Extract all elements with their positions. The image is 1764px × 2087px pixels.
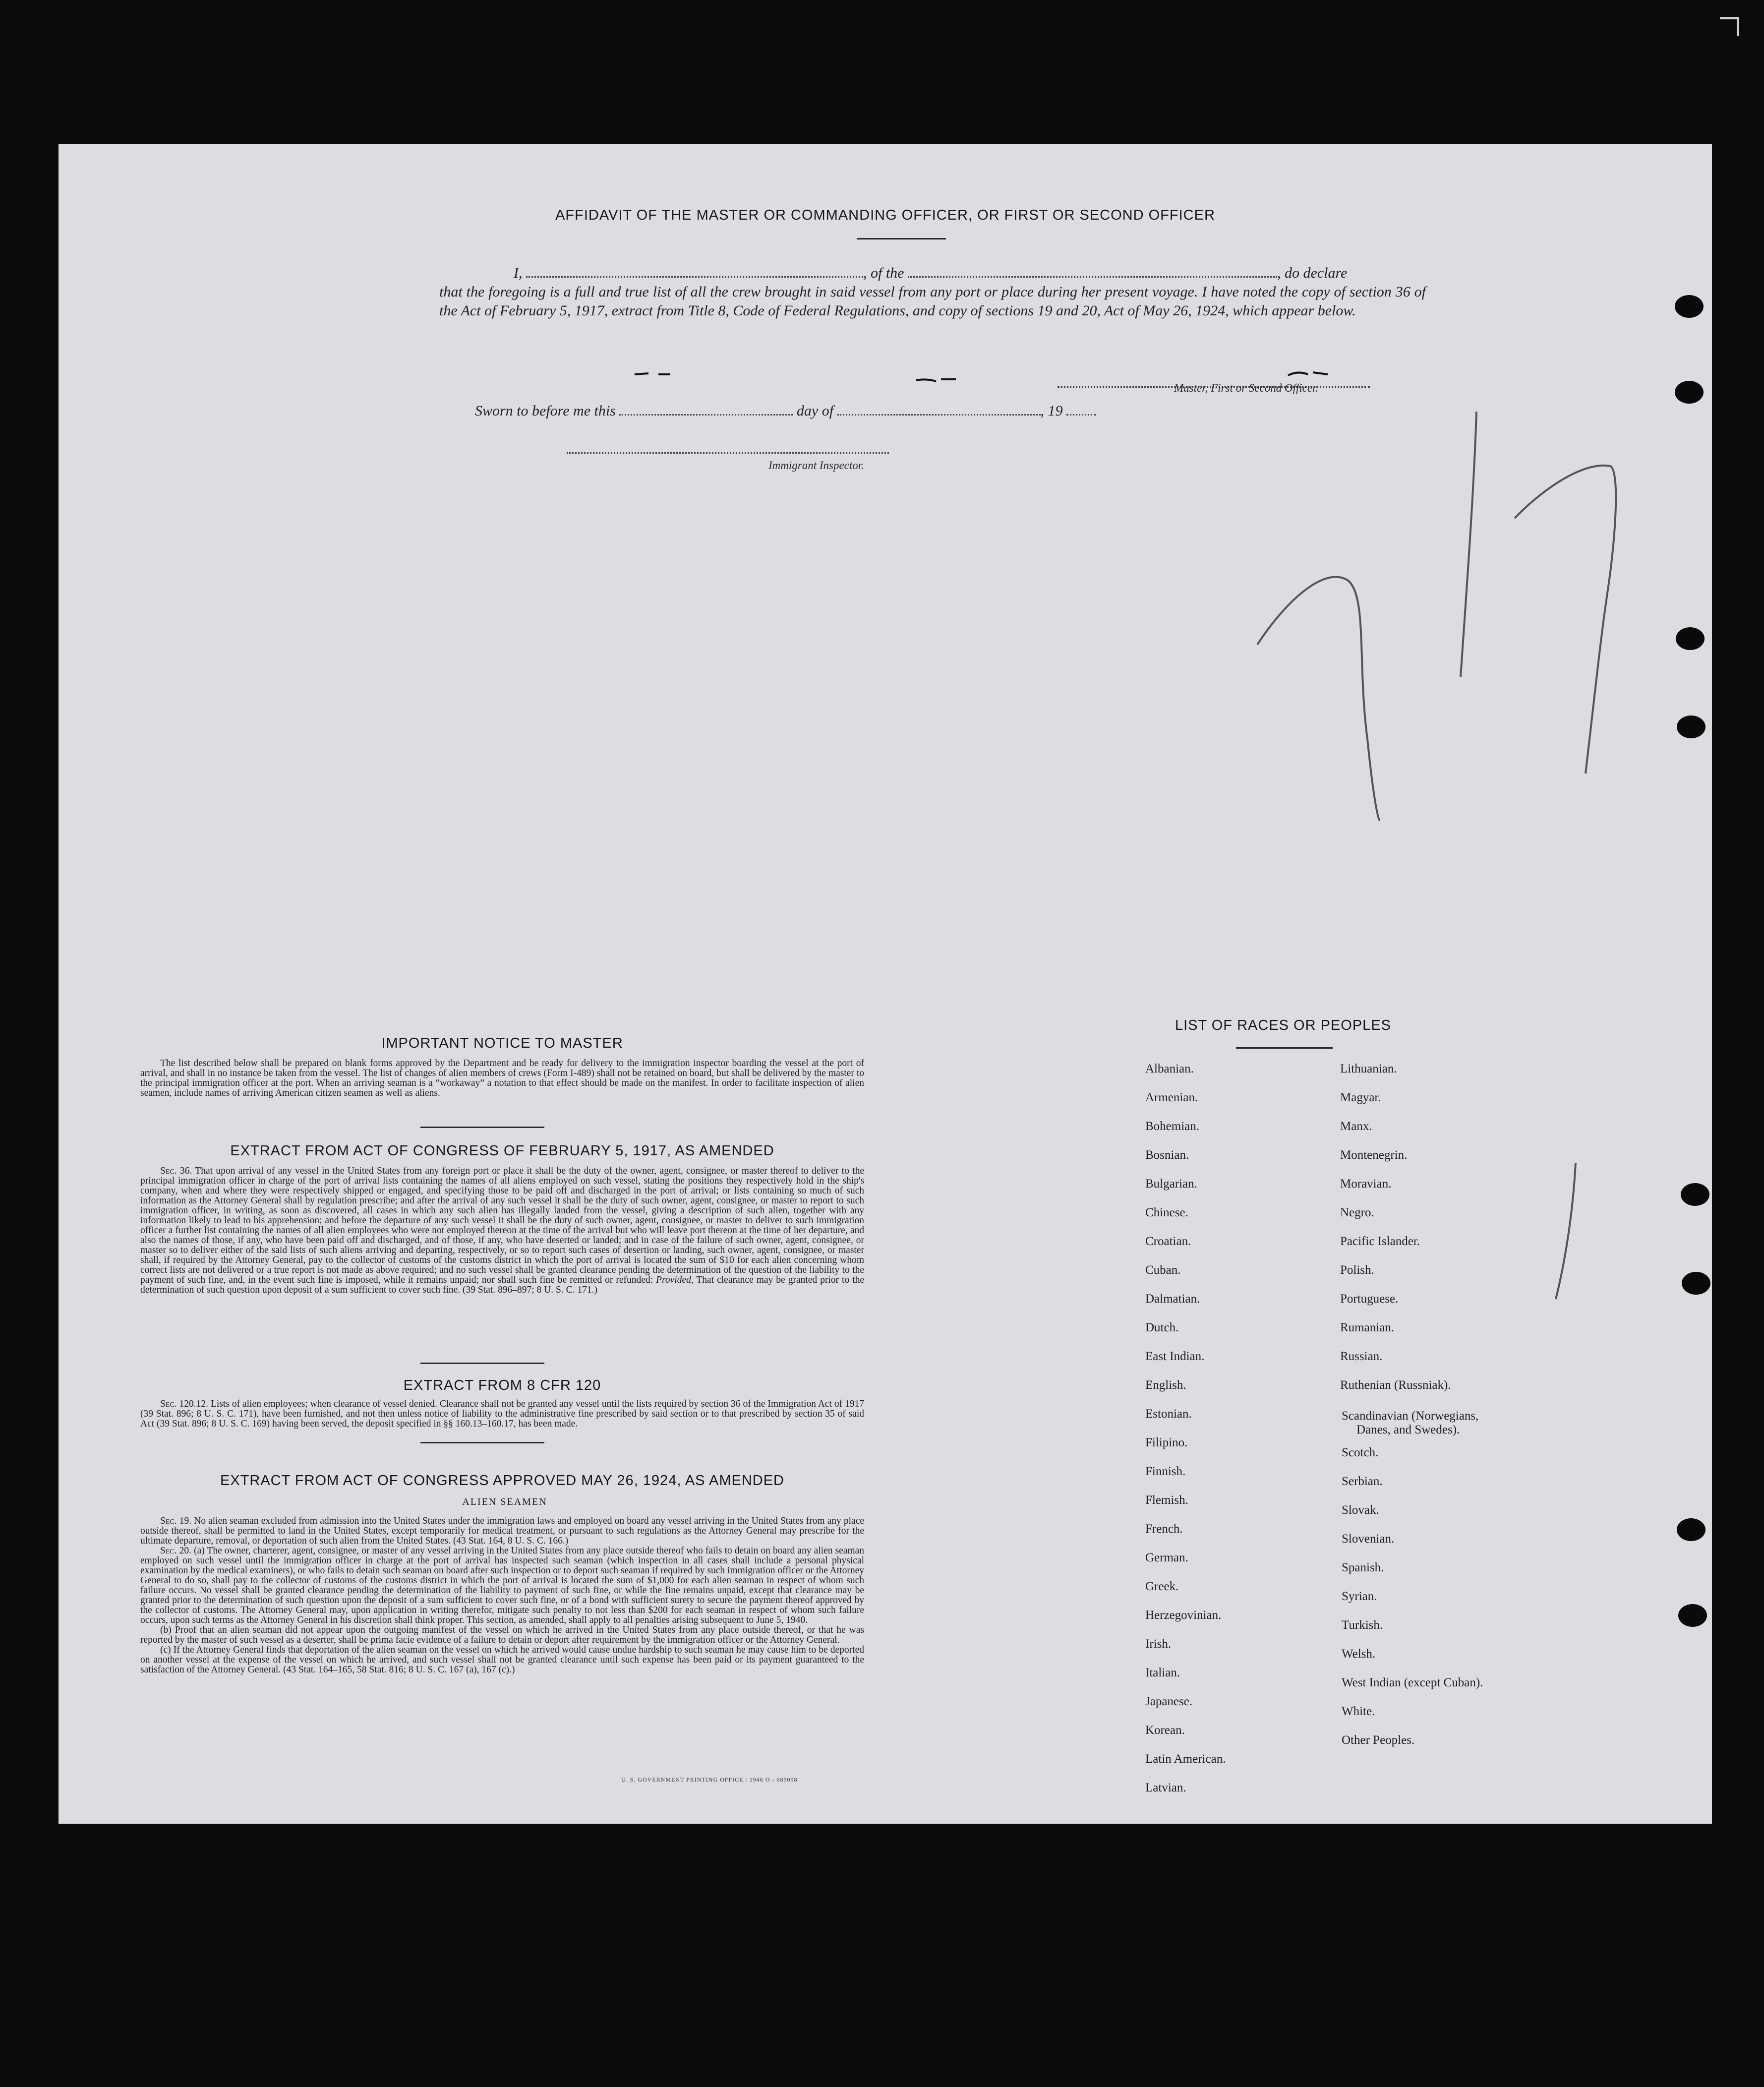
sworn-start: Sworn to before me this: [475, 403, 616, 419]
race-item: German.: [1145, 1551, 1188, 1564]
sec-20-label: Sec. 20.: [160, 1546, 192, 1556]
sec-36-body-end: That clearance may be granted prior to the determination of such question upon deposit of a sum sufficient to cover such fine. (39 Stat. 896–897; 8 U. S. C. 171.): [140, 1275, 865, 1295]
extract-cfr-title: EXTRACT FROM 8 CFR 120: [403, 1377, 601, 1393]
race-item: Croatian.: [1145, 1235, 1191, 1248]
race-item: Turkish.: [1342, 1618, 1383, 1632]
race-item: Herzegovinian.: [1145, 1609, 1222, 1622]
corner-crop-mark: [1720, 17, 1739, 36]
race-item: East Indian.: [1145, 1350, 1205, 1363]
sec-19-body: No alien seaman excluded from admission into the United States under the immigration laws and employed on board any vessel arriving in the United States from any place outside thereof, shall be permitted to land in the United States, except temporarily for medical treatment, or pursuant to such regulations as the Attorney General may prescribe for the ultimate departure, removal, or deportation of such alien from the United States. (43 Stat. 164, 8 U. S. C. 166.): [140, 1516, 864, 1546]
race-item: Cuban.: [1145, 1263, 1181, 1277]
master-caption: Master, First or Second Officer.: [1174, 382, 1319, 394]
punch-hole: [1678, 1604, 1707, 1627]
sec-20c-body: (c) If the Attorney General finds that deportation of the alien seaman on the vessel on which he arrived would cause undue hardship to such seaman he may cause him to be deported on another vessel at the expense of the vessel on which he arrived, and such vessel shall not be granted clearance until such expense has been paid or its payment guaranteed to the satisfaction of the Attorney General. (43 Stat. 164–165, 58 Stat. 816; 8 U. S. C. 167 (a), 167 (c).): [140, 1645, 864, 1675]
race-item: Montenegrin.: [1340, 1148, 1408, 1162]
race-item: Russian.: [1340, 1350, 1383, 1363]
notice-body: The list described below shall be prepared on blank forms approved by the Department and be ready for delivery to the immigration inspector boarding the vessel at the port of arrival, and shall in no instance be taken from the vessel. The list of changes of alien members of crews (Form I-489) shall not be retained on board, but shall be delivered by the master to the principal immigration officer at the port. When an arriving seaman is a “workaway” a notation to that effect should be made on the manifest. In order to facilitate inspection of alien seamen, include names of arriving American citizen seamen as well as aliens.: [140, 1058, 864, 1098]
race-item: Bohemian.: [1145, 1120, 1200, 1133]
race-item: Syrian.: [1342, 1590, 1377, 1603]
form-page: [59, 144, 1712, 1824]
punch-hole: [1675, 381, 1704, 404]
punch-hole: [1677, 1518, 1705, 1541]
sec-19-label: Sec. 19.: [160, 1516, 192, 1526]
race-item: Dalmatian.: [1145, 1292, 1200, 1306]
race-item: Spanish.: [1342, 1561, 1384, 1574]
race-item: Bosnian.: [1145, 1148, 1189, 1162]
race-item: Chinese.: [1145, 1206, 1188, 1219]
race-item: Filipino.: [1145, 1436, 1188, 1449]
race-item: Finnish.: [1145, 1465, 1186, 1478]
sec-36-body: That upon arrival of any vessel in the United States from any foreign port or place it shall be the duty of the owner, agent, consignee, or master thereof to deliver to the principal immigration officer in charge of the port of arrival lists containing the names of all aliens employed on such vessel, stating the positions they respectively hold in the ship's company, when and where they were respectively shipped or engaged, and specifying those to be paid off and discharged in the port of arrival; or lists containing so much of such information as the Attorney General shall by regulation prescribe; and after the arrival of any such vessel it shall be the duty of such owner, agent, consignee, or master to report to such immigration officer, in writing, as soon as discovered, all cases in which any such alien has illegally landed from the vessel, giving a description of such alien, together with any information likely to lead to his apprehension; and before the departure of any such vessel it shall be the duty of such owner, agent, consignee, or master to deliver to such immigration officer a further list containing the names of all alien employees who were not employed thereon at the time of the arrival but who will leave port thereon at the time of her departure, and also the names of those, if any, who have been paid off and discharged, and of those, if any, who have deserted or landed; and in case of the failure of such owner, agent, consignee, or master so to deliver either of the said lists of such aliens arriving and departing, respectively, or so to report such cases of desertion or landing, such owner, agent, consignee, or master shall, if required by the Attorney General, pay to the collector of customs of the customs district in which the port of arrival is located the sum of $10 for each alien concerning whom correct lists are not delivered or a true report is not made as above required; and no such vessel shall be granted clearance pending the determination of the question of the liability to the payment of such fine, and, in the event such fine is imposed, while it remains unpaid; nor shall such fine be remitted or refunded:: [140, 1166, 864, 1285]
sworn-day-label: day of: [796, 403, 834, 419]
race-item: Scotch.: [1342, 1446, 1379, 1459]
race-item: Moravian.: [1340, 1177, 1392, 1191]
affidavit-body: that the foregoing is a full and true list of all the crew brought in said vessel from any port or place during her present voyage. I have noted the copy of section 36 of the Act of February 5, 1917, extract from Title 8, Code of Federal Regulations, and copy of sections 19 and 20, Act of May 26, 1924, which appear below.: [439, 284, 1426, 319]
race-item: West Indian (except Cuban).: [1342, 1676, 1483, 1689]
divider: [420, 1442, 544, 1443]
sec-120-body: Lists of alien employees; when clearance of vessel denied. Clearance shall not be granted any vessel until the lists required by section 36 of the Immigration Act of 1917 (39 Stat. 896; 8 U. S. C. 171), have been furnished, and not then unless notice of liability to the administrative fine prescribed by said section or to that prescribed by section 35 of said Act (39 Stat. 896; 8 U. S. C. 169) having been served, the deposit specified in §§ 160.13–160.17, has been made.: [140, 1399, 864, 1429]
race-item: French.: [1145, 1522, 1183, 1536]
proviso-word: Provided,: [656, 1275, 694, 1285]
race-item: Other Peoples.: [1342, 1733, 1415, 1747]
race-item: Portuguese.: [1340, 1292, 1399, 1306]
extract-1917-block: [140, 1166, 864, 1295]
affidavit-line1-mid: , of the: [863, 265, 904, 281]
punch-hole: [1681, 1183, 1709, 1206]
race-item: Slovenian.: [1342, 1532, 1395, 1546]
extract-1924-title: EXTRACT FROM ACT OF CONGRESS APPROVED MAY 26, 1924, AS AMENDED: [220, 1473, 784, 1489]
race-item: Negro.: [1340, 1206, 1374, 1219]
sec-36-label: Sec. 36.: [160, 1166, 192, 1176]
race-item: Serbian.: [1342, 1475, 1383, 1488]
race-item: Danes, and Swedes).: [1356, 1423, 1460, 1436]
race-item: Ruthenian (Russniak).: [1340, 1378, 1451, 1392]
race-item: Greek.: [1145, 1580, 1179, 1593]
sworn-year-label: , 19: [1040, 403, 1063, 419]
inspector-caption: Immigrant Inspector.: [768, 459, 864, 472]
race-item: Albanian.: [1145, 1062, 1194, 1075]
race-item: Rumanian.: [1340, 1321, 1395, 1334]
affidavit-line1-start: I,: [514, 265, 523, 281]
divider: [420, 1363, 544, 1364]
race-item: Magyar.: [1340, 1091, 1381, 1104]
race-item: Scandinavian (Norwegians,: [1342, 1409, 1479, 1423]
race-item: White.: [1342, 1705, 1375, 1718]
races-title: LIST OF RACES OR PEOPLES: [1175, 1017, 1392, 1033]
alien-seamen-subtitle: ALIEN SEAMEN: [462, 1496, 547, 1507]
race-item: Italian.: [1145, 1666, 1180, 1679]
notice-body-block: [140, 1059, 864, 1098]
extract-1917-title: EXTRACT FROM ACT OF CONGRESS OF FEBRUARY 5, 1917, AS AMENDED: [230, 1143, 774, 1159]
race-item: Bulgarian.: [1145, 1177, 1197, 1191]
race-item: English.: [1145, 1378, 1186, 1392]
sec-120-label: Sec. 120.12.: [160, 1399, 209, 1409]
punch-hole: [1682, 1272, 1710, 1295]
race-item: Latin American.: [1145, 1752, 1226, 1766]
race-item: Korean.: [1145, 1724, 1185, 1737]
race-item: Flemish.: [1145, 1493, 1188, 1507]
race-item: Lithuanian.: [1340, 1062, 1397, 1075]
notice-title: IMPORTANT NOTICE TO MASTER: [381, 1035, 623, 1051]
sec-20a-body: (a) The owner, charterer, agent, consignee, or master of any vessel arriving in the United States from any place outside thereof who fails to detain on board any alien seaman employed on such vessel until the immigration officer in charge at the port of arrival has inspected such seaman (which inspection in all cases shall include a personal physical examination by the medical examiners), or who fails to detain such seaman on board after such inspection or to deport such seaman if required by such immigration officer or the Attorney General to do so, shall pay to the collector of customs of the customs district in which the port of arrival is located the sum of $1,000 for each alien seaman in respect of whom such failure occurs. No vessel shall be granted clearance pending the determination of the liability to payment of such fine, or while the fine remains unpaid, except that clearance may be granted prior to the determination of such question upon the deposit of a sum sufficient to cover such fine, or of a bond with sufficient surety to secure the payment thereof approved by the collector of customs. The Attorney General may, upon application in writing therefor, mitigate such penalty to not less than $200 for each seaman in respect of whom such failure occurs, upon such terms as the Attorney General in his discretion shall think proper. This section, as amended, shall apply to all penalties arising subsequent to June 5, 1940.: [140, 1546, 865, 1625]
race-item: Armenian.: [1145, 1091, 1198, 1104]
race-item: Japanese.: [1145, 1695, 1193, 1708]
race-item: Welsh.: [1342, 1647, 1376, 1661]
printing-office-footer: U. S. GOVERNMENT PRINTING OFFICE : 1946 O - 689098: [621, 1776, 798, 1783]
race-item: Pacific Islander.: [1340, 1235, 1420, 1248]
punch-hole: [1677, 716, 1705, 738]
race-item: Latvian.: [1145, 1781, 1186, 1794]
race-item: Dutch.: [1145, 1321, 1179, 1334]
divider: [1236, 1047, 1333, 1049]
punch-hole: [1675, 295, 1704, 318]
divider: [420, 1127, 544, 1128]
race-item: Slovak.: [1342, 1503, 1379, 1517]
race-item: Estonian.: [1145, 1407, 1192, 1421]
affidavit-title: AFFIDAVIT OF THE MASTER OR COMMANDING OFFICER, OR FIRST OR SECOND OFFICER: [555, 207, 1215, 223]
race-item: Polish.: [1340, 1263, 1374, 1277]
extract-cfr-block: [140, 1399, 864, 1429]
sec-20b-body: (b) Proof that an alien seaman did not appear upon the outgoing manifest of the vessel on which he arrived in the United States from any place outside thereof, or that he was reported by the master of such vessel as a deserter, shall be prima facie evidence of a failure to detain or deport after requirement by the immigration officer or the Attorney General.: [140, 1625, 864, 1645]
race-item: Irish.: [1145, 1637, 1172, 1651]
race-item: Manx.: [1340, 1120, 1372, 1133]
extract-1924-block: [140, 1516, 864, 1675]
punch-hole: [1676, 627, 1705, 650]
affidavit-line1-end: , do declare: [1277, 265, 1348, 281]
